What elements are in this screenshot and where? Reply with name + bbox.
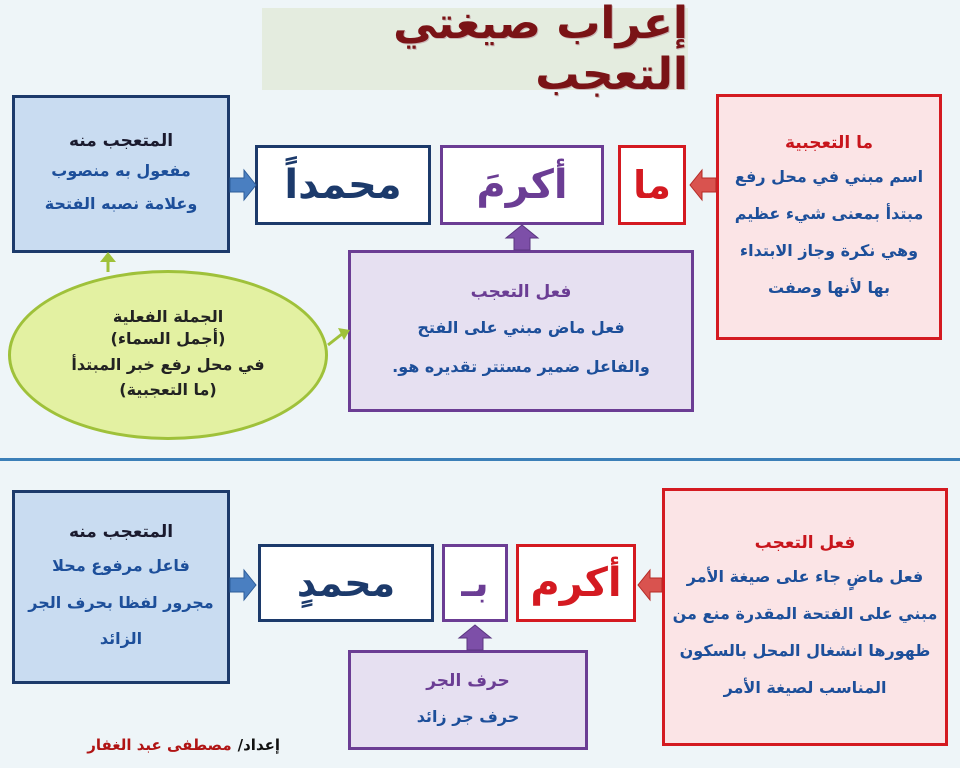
oval-line: (أجمل السماء) <box>110 329 226 349</box>
box-line: بها لأنها وصفت <box>767 277 891 297</box>
box-heading: ما التعجبية <box>785 133 874 154</box>
arrow-left-icon <box>690 170 716 200</box>
arrow-left-icon <box>638 570 662 600</box>
box-line: فعل ماضٍ جاء على صيغة الأمر <box>686 567 924 587</box>
box-line: فعل ماض مبني على الفتح <box>417 318 625 338</box>
oval-line: (ما التعجبية) <box>119 380 217 400</box>
page-title: إعراب صيغتي التعجب <box>393 0 688 100</box>
box-line: مجرور لفظا بحرف الجر <box>28 592 214 612</box>
box-line: مفعول به منصوب <box>51 161 191 181</box>
box-line: والفاعل ضمير مستتر تقديره هو. <box>392 357 650 376</box>
word-text: ما <box>633 163 671 207</box>
box-line: وعلامة نصبه الفتحة <box>44 194 198 213</box>
box-heading: المتعجب منه <box>68 521 174 542</box>
credit-label: إعداد/ <box>237 736 280 754</box>
word-text: بـ <box>461 561 489 605</box>
box-line: فاعل مرفوع محلا <box>52 555 190 575</box>
box-line: وهي نكرة وجاز الابتداء <box>739 241 919 260</box>
arrow-up-icon <box>506 225 538 250</box>
oval-line: في محل رفع خبر المبتدأ <box>71 354 265 374</box>
arrow-up-icon <box>459 625 491 650</box>
box-line: الزائد <box>99 629 143 649</box>
word-text: أكرم <box>530 560 622 606</box>
word-text: محمدٍ <box>296 561 396 605</box>
box-line: اسم مبني في محل رفع <box>734 167 924 187</box>
box-line: مبني على الفتحة المقدرة منع من <box>672 604 938 624</box>
word-text: أكرمَ <box>476 162 568 208</box>
credit-name: مصطفى عبد الغفار <box>87 736 232 754</box>
box-heading: فعل التعجب <box>470 282 572 303</box>
box-line: المناسب لصيغة الأمر <box>723 677 887 697</box>
arrow-right-icon <box>230 570 256 600</box>
arrow-right-icon <box>328 334 342 345</box>
oval-heading: الجملة الفعلية <box>112 307 224 327</box>
word-text: محمداً <box>284 162 402 208</box>
box-heading: فعل التعجب <box>754 533 856 554</box>
box-line: حرف جر زائد <box>416 706 520 726</box>
box-line: ظهورها انشغال المحل بالسكون <box>679 641 931 660</box>
box-heading: حرف الجر <box>426 670 510 691</box>
box-line: مبتدأ بمعنى شيء عظيم <box>734 204 924 224</box>
arrow-right-icon <box>230 170 256 200</box>
box-heading: المتعجب منه <box>68 131 174 152</box>
